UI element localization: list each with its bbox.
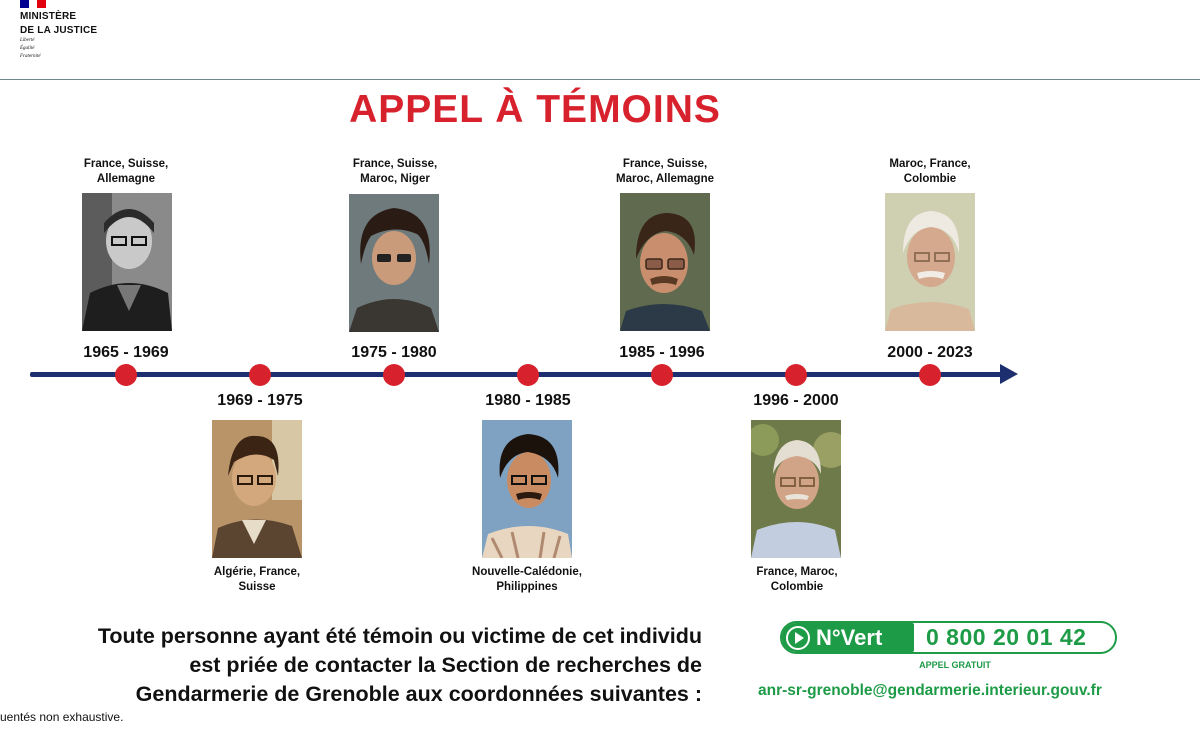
free-call-note: APPEL GRATUIT [919, 660, 991, 670]
countries-line: France, Maroc, [756, 566, 838, 578]
entry-countries [722, 565, 872, 595]
period-label: 1965 - 1969 [83, 344, 169, 361]
motto-liberte: Liberté [20, 38, 35, 43]
countries-line: Nouvelle-Calédonie, [472, 566, 582, 578]
ministry-name-line2: DE LA JUSTICE [20, 25, 98, 36]
phone-number[interactable]: 0 800 20 01 42 [926, 624, 1087, 650]
portrait-1996-icon [751, 420, 841, 558]
timeline-dot [115, 364, 137, 386]
period-label: 1996 - 2000 [753, 392, 839, 409]
header-divider [0, 79, 1200, 80]
portrait-2000-icon [885, 193, 975, 331]
period-label: 1980 - 1985 [485, 392, 571, 409]
entry-countries [51, 157, 201, 187]
countries-line: Maroc, France, [889, 158, 971, 170]
countries-line: Maroc, Allemagne [616, 173, 714, 185]
portrait-1975-icon [349, 194, 439, 332]
footnote: uentés non exhaustive. [0, 710, 124, 724]
countries-line: Algérie, France, [213, 566, 301, 578]
marianne-flag-icon [20, 0, 46, 8]
countries-line: France, Suisse, [622, 158, 708, 170]
entry-countries [320, 157, 470, 187]
period-label: 1969 - 1975 [217, 392, 303, 409]
appeal-text [0, 622, 702, 709]
page-title: APPEL À TÉMOINS [349, 88, 721, 131]
numero-vert-banner[interactable] [780, 621, 1117, 654]
period-label: 2000 - 2023 [887, 344, 973, 361]
timeline-dot [517, 364, 539, 386]
period-label: 1975 - 1980 [351, 344, 437, 361]
appeal-line: Gendarmerie de Grenoble aux coordonnées suivantes : [135, 682, 702, 706]
ministry-logo [20, 0, 97, 60]
countries-line: Colombie [903, 173, 957, 185]
countries-line: Philippines [496, 581, 558, 593]
appeal-line: est priée de contacter la Section de recherches de [189, 653, 702, 677]
entry-countries [590, 157, 740, 187]
portrait-photo [885, 193, 975, 331]
portrait-1980-icon [482, 420, 572, 558]
entry-countries [182, 565, 332, 595]
entry-countries [452, 565, 602, 595]
countries-line: Colombie [770, 581, 824, 593]
portrait-photo [349, 194, 439, 332]
portrait-photo [620, 193, 710, 331]
countries-line: France, Suisse, [83, 158, 169, 170]
timeline-dot [919, 364, 941, 386]
motto-egalite: Égalité [20, 46, 35, 51]
portrait-1985-icon [620, 193, 710, 331]
timeline-dot [785, 364, 807, 386]
numero-vert-pill [782, 623, 914, 652]
contact-email[interactable]: anr-sr-grenoble@gendarmerie.interieur.gouv.fr [758, 682, 1102, 699]
timeline-arrow-icon [1000, 364, 1018, 384]
countries-line: Suisse [238, 581, 276, 593]
timeline-dot [651, 364, 673, 386]
countries-line: France, Suisse, [352, 158, 438, 170]
portrait-photo [82, 193, 172, 331]
appeal-line: Toute personne ayant été témoin ou victime de cet individu [97, 624, 702, 648]
portrait-1969-icon [212, 420, 302, 558]
period-label: 1985 - 1996 [619, 344, 705, 361]
portrait-1965-icon [82, 193, 172, 331]
countries-line: Allemagne [96, 173, 156, 185]
play-icon [786, 626, 810, 650]
portrait-photo [751, 420, 841, 558]
motto-fraternite: Fraternité [20, 54, 41, 59]
timeline-dot [383, 364, 405, 386]
timeline-dot [249, 364, 271, 386]
numero-vert-label: N°Vert [816, 624, 883, 650]
ministry-name-line1: MINISTÈRE [20, 11, 77, 22]
entry-countries [855, 157, 1005, 187]
portrait-photo [212, 420, 302, 558]
countries-line: Maroc, Niger [360, 173, 430, 185]
portrait-photo [482, 420, 572, 558]
